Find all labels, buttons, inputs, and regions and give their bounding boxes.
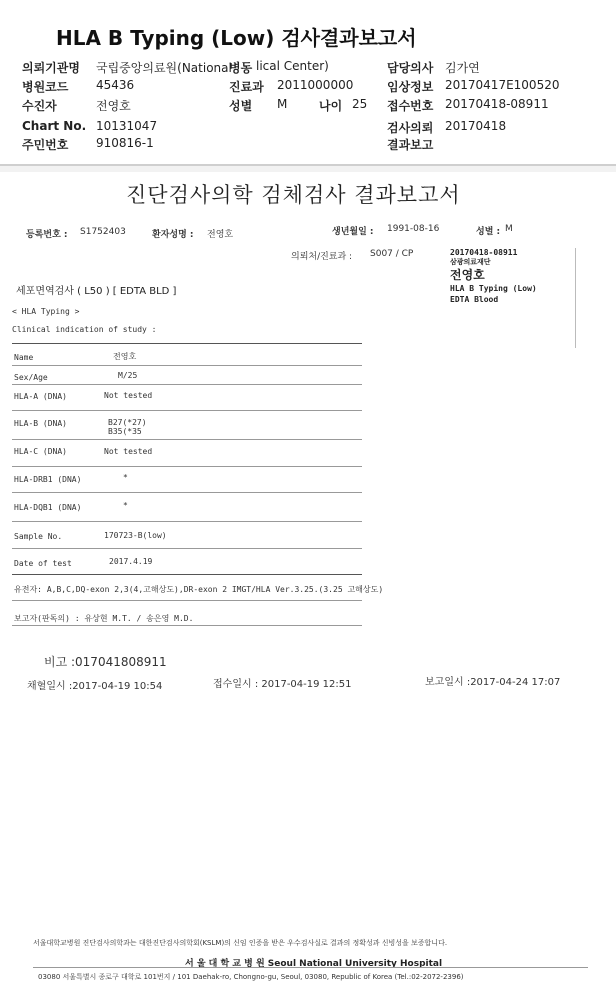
field-hla-b-value: B27(*27) [108,418,147,427]
patient-name-label: 환자성명 : [152,230,194,240]
rule [12,625,362,626]
certification-note: 서울대학교병원 진단검사의학과는 대한진단검사의학회(KSLM)의 신임 인증을 받은 우수검사실로 결과의 정확성과 신빙성을 보증합니다. [33,939,448,947]
patient-name: 전영호 [207,230,234,240]
value-department: 2011000000 [277,78,354,92]
report-header [0,0,616,165]
value-chart-no: 10131047 [96,119,158,133]
dob-label: 생년월일 : [332,227,374,237]
value-doctor: 김가연 [445,61,480,75]
specimen-label-sample: EDTA Blood [450,295,499,304]
specimen-label-org: 삼광의료재단 [450,258,491,266]
field-date-value: 2017.4.19 [109,557,153,566]
report-title: 진단검사의학 검체검사 결과보고서 [126,183,461,207]
field-sexage-label: Sex/Age [14,373,48,382]
value-institution: 국립중앙의료원(National [96,61,232,75]
value-rrn: 910816-1 [96,136,154,150]
label-rrn: 주민번호 [22,138,69,152]
rule [12,574,362,575]
rule [12,492,362,493]
collected-time: 채혈일시 :2017-04-19 10:54 [27,681,163,692]
header-title: HLA B Typing (Low) 검사결과보고서 [56,26,417,50]
label-age: 나이 [319,99,343,113]
value-sex: M [277,97,288,111]
label-clinical-info: 임상정보 [387,80,434,94]
reg-no: S1752403 [80,227,126,237]
field-hla-drb1-label: HLA-DRB1 (DNA) [14,475,82,484]
label-chart-no: Chart No. [22,119,87,133]
dept-label: 의뢰처/진료과 : [291,252,353,262]
value-hospital-code: 45436 [96,78,135,92]
field-hla-b-label: HLA-B (DNA) [14,419,67,428]
scanned-report [0,172,616,1002]
label-receipt-no: 접수번호 [387,99,434,113]
field-hla-drb1-value: * [123,473,128,482]
label-hospital-code: 병원코드 [22,80,69,94]
field-sexage-value: M/25 [118,371,138,380]
label-institution: 의뢰기관명 [22,61,80,75]
rule [12,521,362,522]
field-hla-a-value: Not tested [104,391,153,400]
specimen-label-test: HLA B Typing (Low) [450,284,537,293]
field-sample-no-value: 170723-B(low) [104,531,167,540]
rule [33,967,588,968]
label-request-date: 검사의뢰 [387,121,434,135]
rule [12,548,362,549]
rule [12,365,362,366]
specimen-label-receipt: 20170418-08911 [450,248,518,257]
label-ward: 병동 [229,61,253,75]
sub-section: < HLA Typing > [12,307,80,316]
label-patient: 수진자 [22,99,57,113]
sex: M [505,224,513,234]
rule [12,600,362,601]
rule [12,343,362,344]
label-sex: 성별 [229,99,253,113]
field-hla-a-label: HLA-A (DNA) [14,392,67,401]
remark: 비고 :017041808911 [44,655,167,669]
rule [12,384,362,385]
value-ward: lical Center) [256,59,329,73]
scan-edge-line [575,248,576,348]
specimen-label [450,248,578,308]
rule [12,466,362,467]
rule [12,439,362,440]
label-result-report: 결과보고 [387,138,434,152]
value-receipt-no: 20170418-08911 [445,97,549,111]
field-hla-c-label: HLA-C (DNA) [14,447,67,456]
dept: S007 / CP [370,249,414,259]
value-age: 25 [352,97,368,111]
field-name-value: 전영호 [113,352,137,361]
field-hla-c-value: Not tested [104,447,153,456]
value-clinical-info: 20170417E100520 [445,78,560,92]
hospital-address: 03080 서울특별시 종로구 대학로 101번지 / 101 Daehak-ro, Chongno-gu, Seoul, 03080, Republic of Korea (Tel.:02-2072-2396) [38,973,464,981]
clinical-indication: Clinical indication of study : [12,325,157,334]
value-request-date: 20170418 [445,119,507,133]
reported-time: 보고일시 :2017-04-24 17:07 [425,677,561,688]
received-time: 접수일시 : 2017-04-19 12:51 [213,679,352,690]
label-doctor: 담당의사 [387,61,434,75]
field-sample-no-label: Sample No. [14,532,63,541]
reporter-text: 보고자(판독의) : 유상현 M.T. / 송은영 M.D. [14,614,194,623]
rule [12,410,362,411]
field-hla-b-value-2: B35(*35 [108,427,142,436]
reg-label: 등록번호 : [26,230,68,240]
field-date-label: Date of test [14,559,72,568]
specimen-label-name: 전영호 [450,268,485,282]
hospital-name: 서 울 대 학 교 병 원 Seoul National University Hospital [185,959,443,969]
field-name-label: Name [14,353,34,362]
label-department: 진료과 [229,80,264,94]
value-patient: 전영호 [96,99,131,113]
section-title: 세포면역검사 ( L50 ) [ EDTA BLD ] [16,286,177,297]
method-text: 유전자: A,B,C,DQ-exon 2,3(4,고해상도),DR-exon 2 IMGT/HLA Ver.3.25.(3.25 고해상도) [14,585,384,594]
sex-label: 성별 : [476,227,501,237]
field-hla-dqb1-value: * [123,501,128,510]
field-hla-dqb1-label: HLA-DQB1 (DNA) [14,503,82,512]
dob: 1991-08-16 [387,224,440,234]
